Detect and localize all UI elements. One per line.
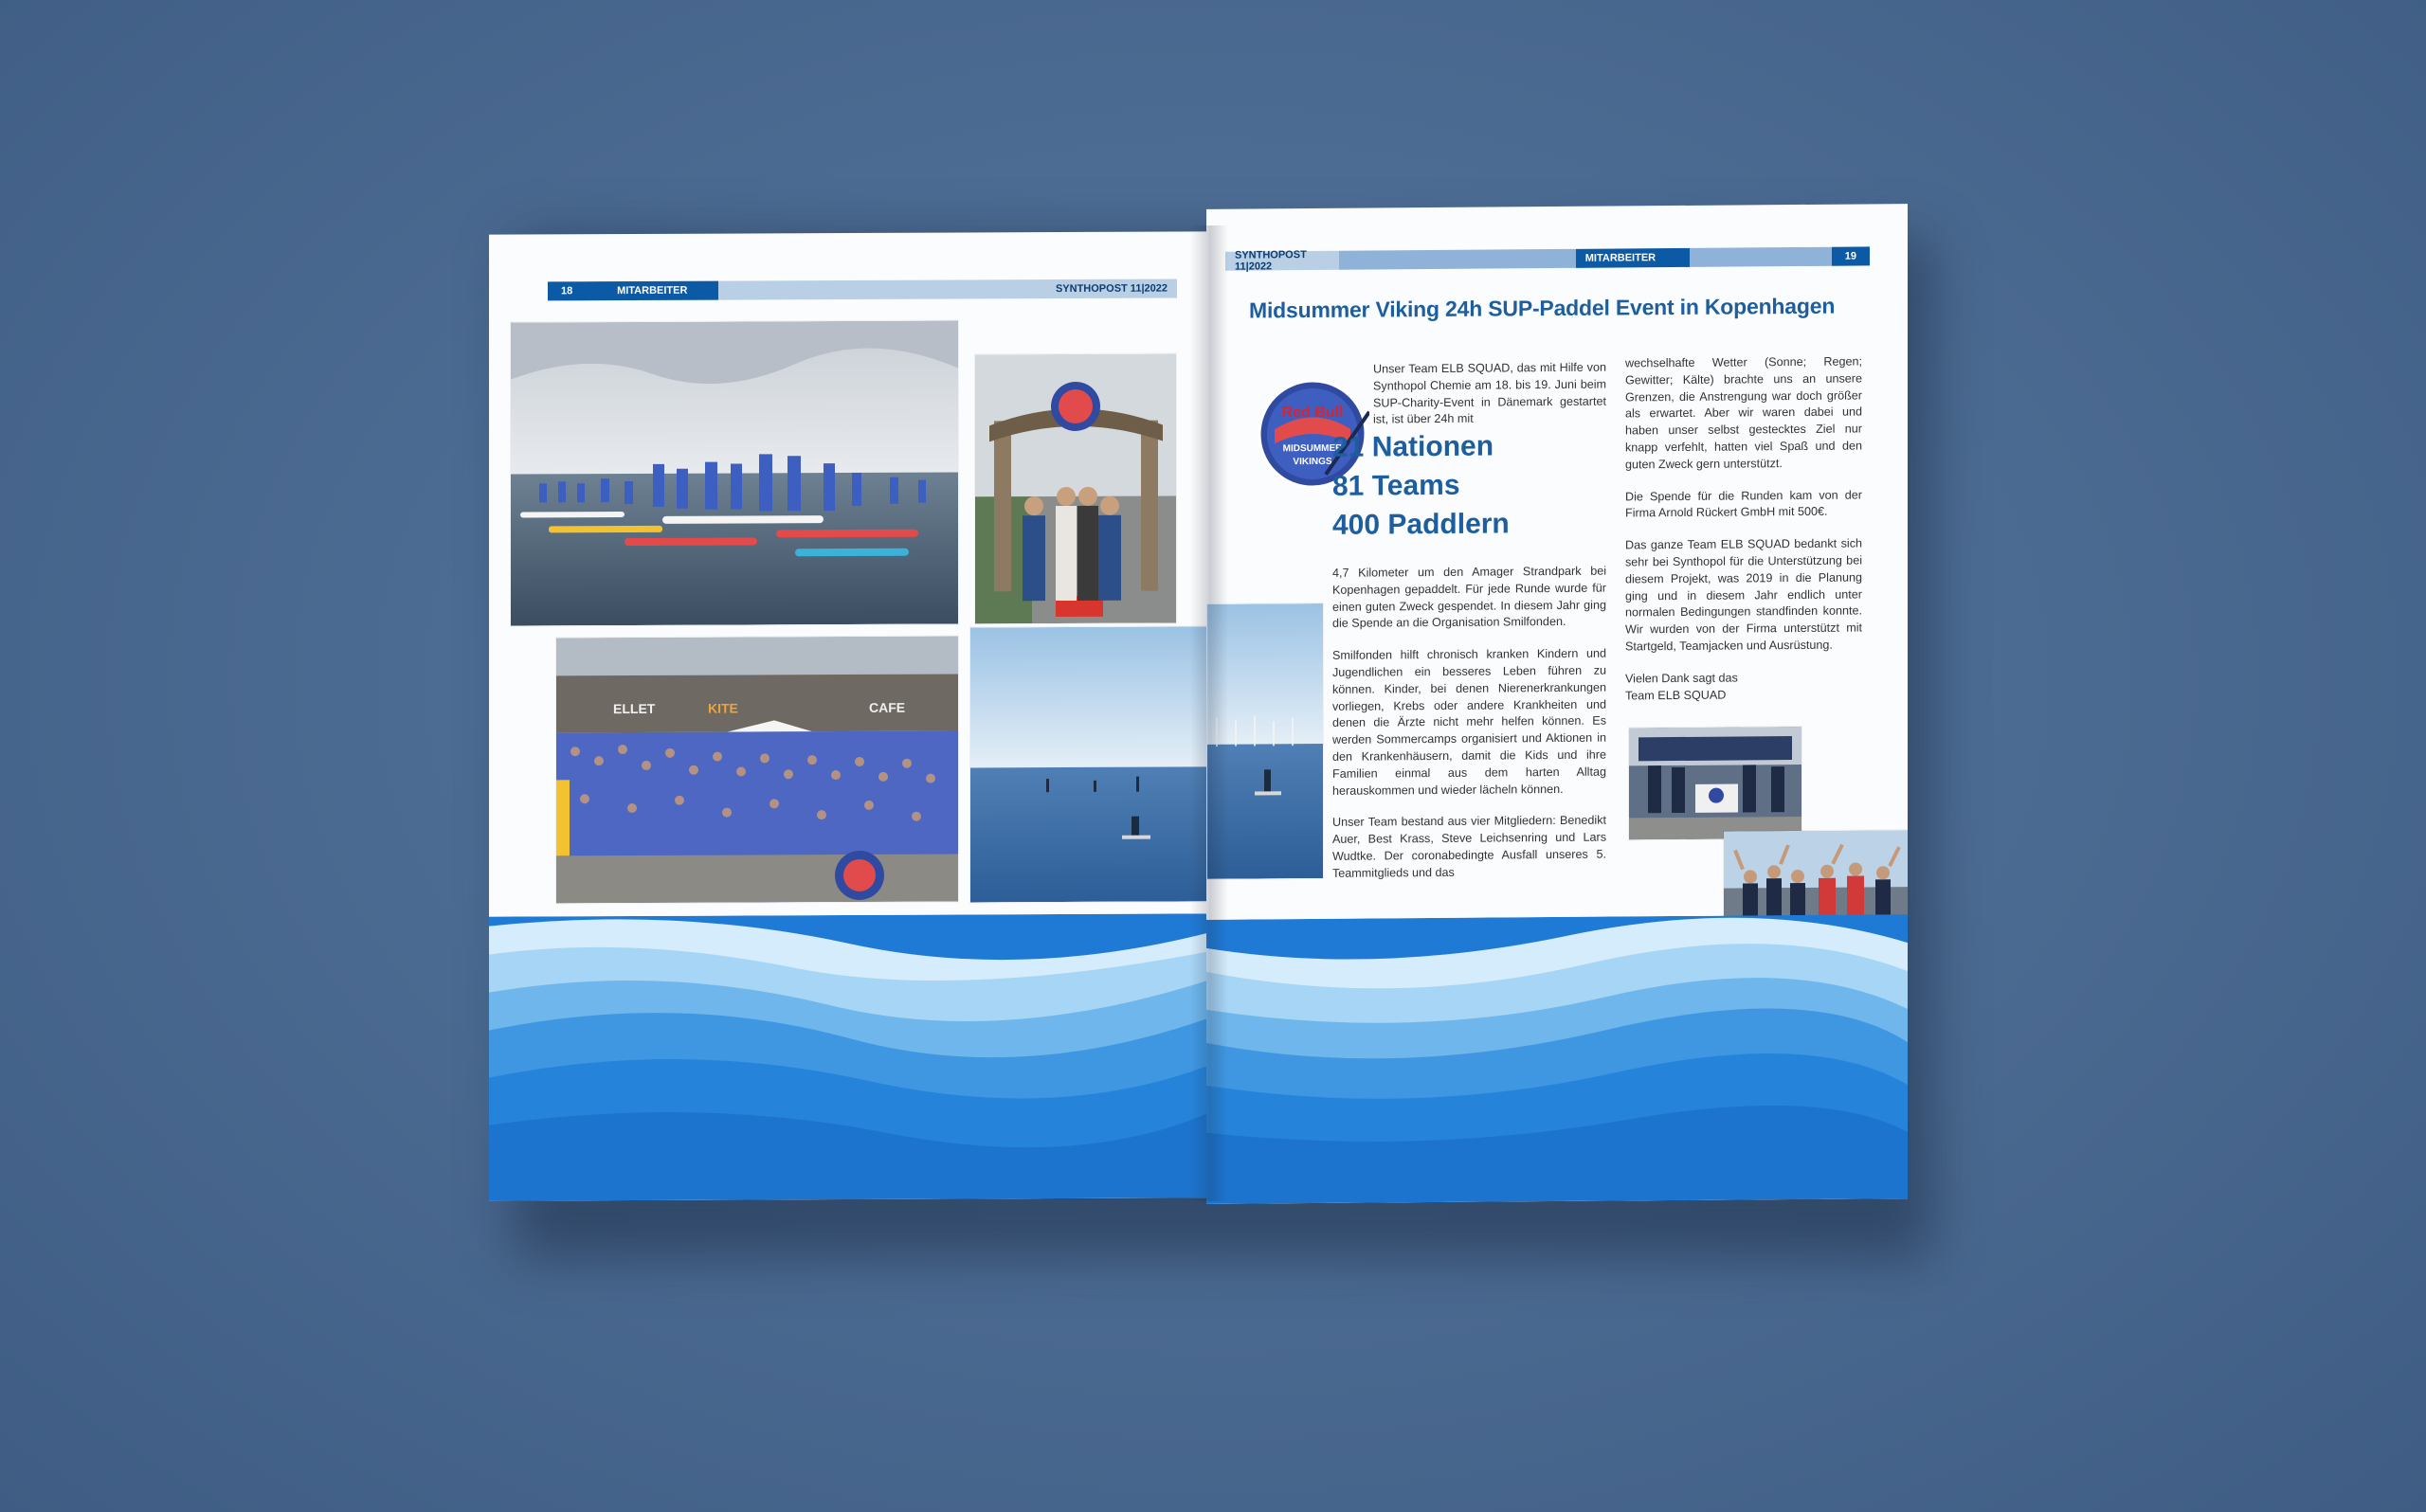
left-section-label: MITARBEITER: [586, 281, 718, 301]
right-page-number: 19: [1832, 246, 1870, 265]
photo-paddleboard-start: [510, 319, 959, 626]
left-page: [489, 231, 1209, 1200]
right-section-label: MITARBEITER: [1576, 248, 1690, 268]
article-title: Midsummer Viking 24h SUP-Paddel Event in Kopenhagen: [1249, 293, 1836, 323]
paragraph-smilfonden: Smilfonden hilft chronisch kranken Kindern und Jugendlichen ein besseres Leben führen zu können. Kinder, bei denen Nierenerkrankungen vorliegen, Krebs oder andere Krankheiten und denen die Ärzte nicht mehr helfen können. Es werden Sommercamps organisiert und Aktionen in den Krankenhäusern, damit die Kids und ihre Familien einmal aus dem harten Alltag herauskommen und wieder lächeln können.: [1332, 646, 1606, 798]
paragraph-team-members: Unser Team bestand aus vier Mitgliedern: Benedikt Auer, Best Krass, Steve Leichsenring und Lars Wudtke. Der coronabedingte Ausfall unseres 5. Teammitglieds und das: [1332, 813, 1606, 880]
logo-event-text: MIDSUMMER: [1282, 442, 1343, 455]
right-header-bar: [1225, 246, 1870, 273]
left-publication-label: SYNTHOPOST 11|2022: [718, 279, 1177, 299]
stat-paddlers: 400 Paddlern: [1332, 508, 1510, 541]
wave-graphic-left: [489, 913, 1209, 1200]
left-header-bar: [548, 279, 1177, 300]
event-stats: [1332, 426, 1606, 545]
paragraph-strandpark: 4,7 Kilometer um den Amager Strandpark bei Kopenhagen gepaddelt. Für jede Runde wurde für einen guten Zweck gespendet. In diesem Jahr ging die Spende an die Organisation Smilfonden.: [1332, 564, 1606, 631]
photo-group-crowd: [555, 635, 959, 904]
paragraph-signoff: Vielen Dank sagt das Team ELB SQUAD: [1625, 671, 1738, 702]
right-page: [1206, 204, 1908, 1204]
svg-text:ELLET: ELLET: [613, 700, 656, 717]
logo-vikings-text: VIKINGS: [1293, 456, 1332, 468]
brochure-spread: [489, 207, 1920, 1230]
photo-award-stage: [1628, 726, 1802, 840]
right-publication-label: SYNTHOPOST 11|2022: [1225, 251, 1339, 271]
svg-text:CAFE: CAFE: [869, 699, 906, 715]
paragraph-thanks-synthopol: Das ganze Team ELB SQUAD bedankt sich sehr bei Synthopol für die Unterstützung bei diesem Projekt, was 2019 in die Planung ging und in diesem Jahr endlich unter normalen Bedingungen standfinden konnte. Wir wurden von der Firma unterstützt mit Startgeld, Teamjacken und Ausrüstung.: [1625, 536, 1862, 654]
article-column-2: [1625, 353, 1862, 719]
paragraph-weather: wechselhafte Wetter (Sonne; Regen; Gewitter; Kälte) brachte uns an unsere Grenzen, die Anstrengung war doch größer als erwartet. Aber wir waren dabei und haben unser selbst gestecktes Ziel nur knapp verfehlt, hatten viel Spaß und den guten Zweck gern unterstützt.: [1625, 354, 1862, 472]
photo-sea-windfarm-left: [969, 625, 1209, 903]
wave-graphic-right: [1206, 914, 1908, 1204]
article-column-1-body: [1332, 421, 1606, 898]
stat-nations: 21 Nationen: [1332, 430, 1494, 463]
photo-finish-arch: [974, 352, 1177, 624]
logo-brand-text: Red Bull: [1281, 404, 1344, 422]
svg-text:KITE: KITE: [708, 700, 738, 716]
paragraph-donation: Die Spende für die Runden kam von der Firma Arnold Rückert GmbH mit 500€.: [1625, 488, 1862, 520]
article-intro: Unser Team ELB SQUAD, das mit Hilfe von Synthopol Chemie am 18. bis 19. Juni beim SUP-Charity-Event in Dänemark gestartet ist, ist über 24h mit: [1373, 360, 1606, 426]
photo-sea-windfarm-right: [1206, 603, 1324, 880]
stat-teams: 81 Teams: [1332, 469, 1460, 502]
left-page-number: 18: [548, 281, 586, 300]
